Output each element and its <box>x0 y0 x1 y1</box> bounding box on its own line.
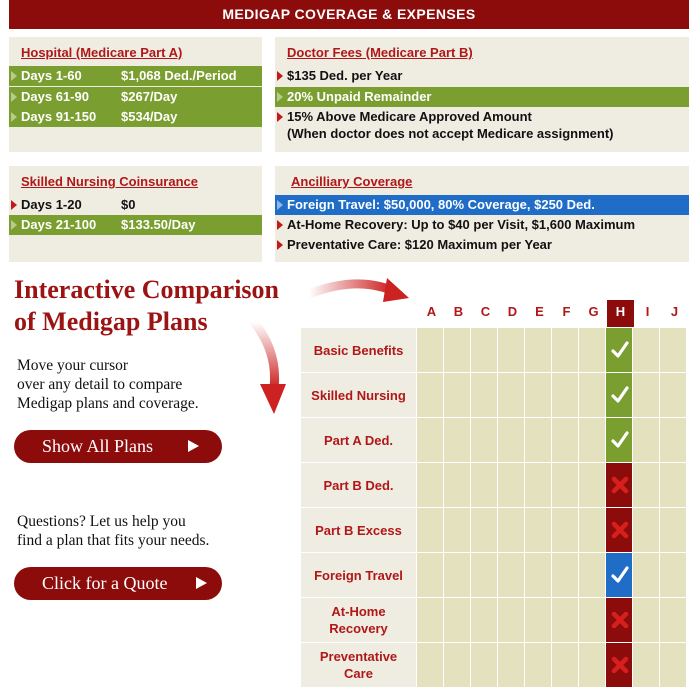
bullet-triangle-icon <box>11 112 17 122</box>
plan-cell[interactable] <box>444 508 470 552</box>
row-label: Days 1-20 <box>21 197 82 212</box>
plan-cell[interactable] <box>417 598 443 642</box>
plan-cell[interactable] <box>471 463 497 507</box>
plan-cell[interactable] <box>498 373 524 417</box>
plan-cell[interactable] <box>417 418 443 462</box>
feature-part-b-excess[interactable]: Part B Excess <box>301 508 416 552</box>
plan-cell[interactable] <box>660 463 686 507</box>
questions-line: find a plan that fits your needs. <box>17 532 210 549</box>
questions-line: Questions? Let us help you <box>17 513 186 530</box>
nursing-panel <box>9 166 262 262</box>
bullet-triangle-icon <box>277 112 283 122</box>
doctor-panel <box>275 37 689 152</box>
plan-cell[interactable] <box>660 508 686 552</box>
plan-cell[interactable] <box>417 508 443 552</box>
doctor-row[interactable] <box>275 87 689 107</box>
arrow-down-icon <box>248 318 290 418</box>
plan-column-d[interactable]: D <box>507 304 518 319</box>
ancillary-row[interactable] <box>275 235 689 255</box>
plan-cell[interactable] <box>552 373 578 417</box>
feature-basic-benefits[interactable]: Basic Benefits <box>301 328 416 372</box>
hospital-row[interactable] <box>9 87 262 107</box>
plan-cell[interactable] <box>444 418 470 462</box>
row-value: $133.50/Day <box>121 217 196 232</box>
ancillary-title: Ancilliary Coverage <box>291 174 413 189</box>
doctor-row[interactable] <box>275 107 689 127</box>
play-triangle-icon <box>188 440 199 452</box>
feature-part-a-ded[interactable]: Part A Ded. <box>301 418 416 462</box>
hospital-row[interactable] <box>9 107 262 127</box>
bullet-triangle-icon <box>11 220 17 230</box>
plan-cell[interactable] <box>417 553 443 597</box>
plan-cell[interactable] <box>633 508 659 552</box>
hospital-panel <box>9 37 262 152</box>
plan-cell[interactable] <box>525 508 551 552</box>
heading-line: Interactive Comparison <box>14 275 280 304</box>
hospital-row[interactable] <box>9 66 262 86</box>
row-value: $267/Day <box>121 89 178 104</box>
plan-cell[interactable] <box>633 418 659 462</box>
show-all-plans-button[interactable] <box>14 430 222 463</box>
doctor-note: (When doctor does not accept Medicare assignment) <box>287 126 614 141</box>
row-value: $1,068 Ded./Period <box>121 68 237 83</box>
plan-column-e[interactable]: E <box>535 304 544 319</box>
bullet-triangle-icon <box>11 71 17 81</box>
plan-cell[interactable] <box>471 598 497 642</box>
nursing-row[interactable] <box>9 215 262 235</box>
bullet-triangle-icon <box>277 220 283 230</box>
plan-column-h[interactable]: H <box>607 300 634 327</box>
feature-preventative-care[interactable]: Preventative Care <box>301 643 416 687</box>
plan-cell[interactable] <box>498 643 524 687</box>
row-text: $135 Ded. per Year <box>287 68 403 83</box>
nursing-title: Skilled Nursing Coinsurance <box>21 174 198 189</box>
plan-column-a[interactable]: A <box>426 304 437 319</box>
arrow-right-icon <box>305 274 415 310</box>
play-triangle-icon <box>196 577 207 589</box>
feature-part-b-ded[interactable]: Part B Ded. <box>301 463 416 507</box>
plan-column-c[interactable]: C <box>480 304 491 319</box>
plan-cell[interactable] <box>552 598 578 642</box>
ancillary-panel <box>275 166 689 262</box>
plan-column-g[interactable]: G <box>588 304 599 319</box>
plan-cell[interactable] <box>660 418 686 462</box>
plan-cell[interactable] <box>633 328 659 372</box>
bullet-triangle-icon <box>277 200 283 210</box>
row-text: 20% Unpaid Remainder <box>287 89 432 104</box>
row-value: $534/Day <box>121 109 178 124</box>
x-icon <box>606 508 633 552</box>
plan-cell[interactable] <box>498 553 524 597</box>
plan-cell[interactable] <box>660 553 686 597</box>
page-title: MEDIGAP COVERAGE & EXPENSES <box>222 6 476 22</box>
doctor-title: Doctor Fees (Medicare Part B) <box>287 45 473 60</box>
plan-cell[interactable] <box>579 598 605 642</box>
comparison-heading <box>14 274 279 338</box>
plan-cell[interactable] <box>471 373 497 417</box>
plan-cell[interactable] <box>579 373 605 417</box>
x-icon <box>606 598 633 642</box>
row-text: 15% Above Medicare Approved Amount <box>287 109 532 124</box>
plan-cell[interactable] <box>471 328 497 372</box>
button-label: Click for a Quote <box>42 573 168 593</box>
ancillary-row[interactable] <box>275 215 689 235</box>
bullet-triangle-icon <box>277 240 283 250</box>
bullet-triangle-icon <box>11 92 17 102</box>
plan-cell[interactable] <box>444 328 470 372</box>
plan-cell[interactable] <box>498 328 524 372</box>
plan-cell[interactable] <box>444 373 470 417</box>
plan-cell[interactable] <box>633 553 659 597</box>
check-icon <box>606 373 633 417</box>
plan-cell[interactable] <box>498 463 524 507</box>
plan-column-i[interactable]: I <box>645 304 650 319</box>
plan-cell[interactable] <box>498 418 524 462</box>
plan-cell[interactable] <box>444 553 470 597</box>
plan-cell[interactable] <box>417 328 443 372</box>
plan-cell[interactable] <box>579 643 605 687</box>
plan-cell[interactable] <box>633 373 659 417</box>
check-icon <box>606 553 633 597</box>
plan-cell[interactable] <box>552 463 578 507</box>
plan-cell[interactable] <box>525 553 551 597</box>
page-header <box>9 0 689 29</box>
row-label: Days 91-150 <box>21 109 97 124</box>
plan-cell[interactable] <box>660 373 686 417</box>
plan-cell[interactable] <box>525 328 551 372</box>
plan-cell[interactable] <box>552 508 578 552</box>
plan-cell[interactable] <box>498 598 524 642</box>
hospital-title: Hospital (Medicare Part A) <box>21 45 183 60</box>
button-label: Show All Plans <box>42 436 154 456</box>
feature-at-home-recovery[interactable]: At-Home Recovery <box>301 598 416 642</box>
plan-cell[interactable] <box>660 598 686 642</box>
intro-text <box>17 356 199 413</box>
plan-cell[interactable] <box>444 463 470 507</box>
plan-cell[interactable] <box>444 643 470 687</box>
plan-cell[interactable] <box>633 598 659 642</box>
plan-cell[interactable] <box>525 418 551 462</box>
bullet-triangle-icon <box>277 71 283 81</box>
bullet-triangle-icon <box>11 200 17 210</box>
check-icon <box>606 418 633 462</box>
plan-cell[interactable] <box>525 373 551 417</box>
x-icon <box>606 463 633 507</box>
plan-cell[interactable] <box>579 553 605 597</box>
plan-cell[interactable] <box>471 418 497 462</box>
row-label: Days 21-100 <box>21 217 97 232</box>
intro-line: over any detail to compare <box>17 376 183 393</box>
plan-cell[interactable] <box>471 553 497 597</box>
check-icon <box>606 328 633 372</box>
row-label: Days 61-90 <box>21 89 89 104</box>
row-text: At-Home Recovery: Up to $40 per Visit, $1,600 Maximum <box>287 217 635 232</box>
bullet-triangle-icon <box>277 92 283 102</box>
plan-cell[interactable] <box>579 508 605 552</box>
intro-line: Move your cursor <box>17 357 129 374</box>
ancillary-row[interactable] <box>275 195 689 215</box>
plan-column-b[interactable]: B <box>453 304 464 319</box>
plan-cell[interactable] <box>633 463 659 507</box>
plan-cell[interactable] <box>525 643 551 687</box>
plan-cell[interactable] <box>579 328 605 372</box>
row-value: $0 <box>121 197 136 212</box>
plan-cell[interactable] <box>498 508 524 552</box>
plan-cell[interactable] <box>552 643 578 687</box>
plan-cell[interactable] <box>660 328 686 372</box>
plan-cell[interactable] <box>471 508 497 552</box>
feature-skilled-nursing[interactable]: Skilled Nursing <box>301 373 416 417</box>
get-quote-button[interactable] <box>14 567 222 600</box>
plan-cell[interactable] <box>660 643 686 687</box>
plan-cell[interactable] <box>525 463 551 507</box>
plan-cell[interactable] <box>417 463 443 507</box>
plan-cell[interactable] <box>471 643 497 687</box>
intro-line: Medigap plans and coverage. <box>17 395 199 412</box>
plan-cell[interactable] <box>633 643 659 687</box>
row-label: Days 1-60 <box>21 68 82 83</box>
plan-cell[interactable] <box>552 418 578 462</box>
questions-text <box>17 512 209 550</box>
doctor-row[interactable] <box>275 66 689 86</box>
plan-cell[interactable] <box>579 418 605 462</box>
plan-cell[interactable] <box>579 463 605 507</box>
heading-line: of Medigap Plans <box>14 307 208 336</box>
plan-cell[interactable] <box>525 598 551 642</box>
plan-cell[interactable] <box>552 328 578 372</box>
feature-foreign-travel[interactable]: Foreign Travel <box>301 553 416 597</box>
row-text: Foreign Travel: $50,000, 80% Coverage, $250 Ded. <box>287 197 595 212</box>
plan-cell[interactable] <box>417 373 443 417</box>
row-text: Preventative Care: $120 Maximum per Year <box>287 237 552 252</box>
plan-cell[interactable] <box>417 643 443 687</box>
plan-cell[interactable] <box>444 598 470 642</box>
plan-column-f[interactable]: F <box>562 304 571 319</box>
plan-column-j[interactable]: J <box>670 304 679 319</box>
x-icon <box>606 643 633 687</box>
nursing-row[interactable] <box>9 195 262 215</box>
plan-cell[interactable] <box>552 553 578 597</box>
